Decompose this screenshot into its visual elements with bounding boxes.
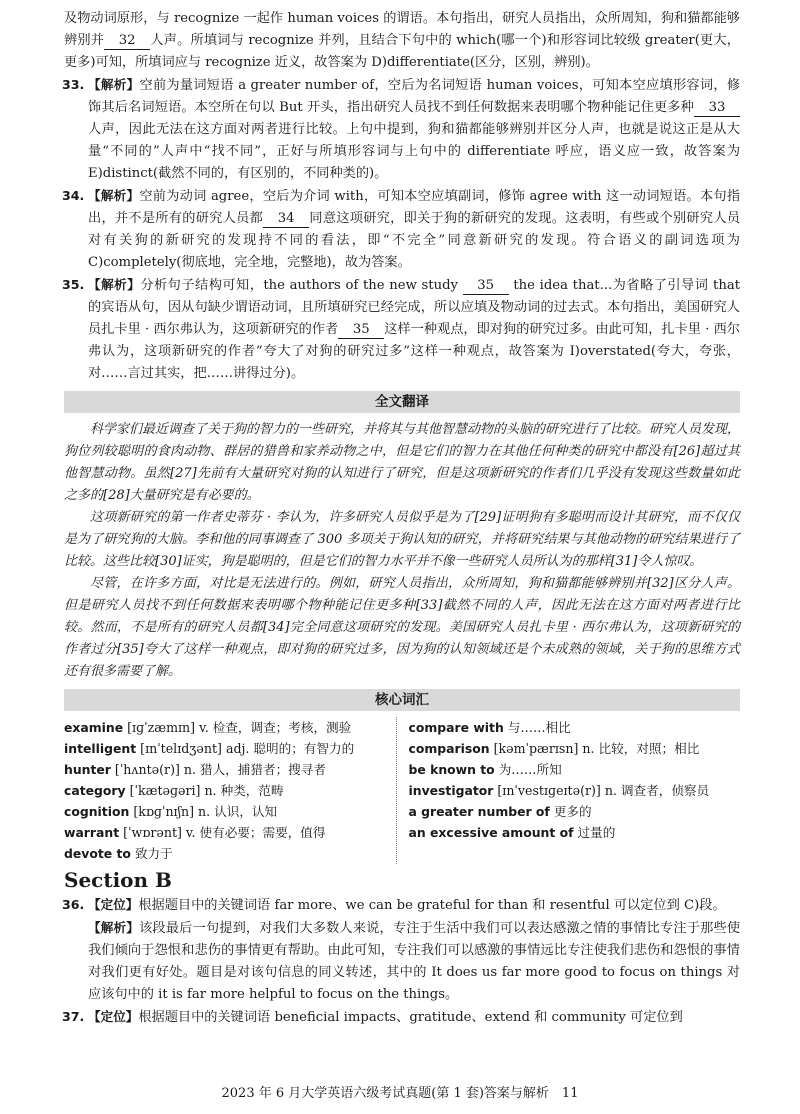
question-number: 37.: [62, 1009, 85, 1024]
answer-blank: 32: [104, 33, 150, 50]
vocab-entry: devote to 致力于: [64, 846, 173, 861]
q34-explanation: 34. 【解析】空前为动词 agree，空后为介词 with，可知本空应填副词，修饰 agree with 这一动词短语。本句指出，并不是所有的研究人员都 34 同意这项研究，即关于狗的新研究的发现。这表明，有些或个别研究人员对有关狗的新研究的发现持不同的看法，即“不完全”同意新研究的发现。符合语义的副词选项为 C)completely(彻底地，完全地，完整地)，故为答案。: [64, 185, 740, 274]
answer-blank: 34: [263, 211, 309, 228]
q32-continuation: 及物动词原形，与 recognize 一起作 human voices 的谓语。本句指出，研究人员指出，众所周知，狗和猫都能够辨别并 32 人声。所填词与 recognize 并列，且结合下句中的 which(哪一个)和形容词比较级 greater(更大，更多)可知，所填词应与 recognize 近义，故答案为 D)differentiate(区分，区别，辨别)。: [64, 11, 740, 70]
analysis-tag: 【解析】: [88, 277, 141, 292]
q37-location: 37. 【定位】根据题目中的关键词语 beneficial impacts、gratitude、extend 和 community 可定位到: [64, 1006, 740, 1029]
vocab-entry: comparison [kəmˈpærɪsn] n. 比较，对照；相比: [408, 741, 700, 756]
question-number: 33.: [62, 77, 85, 92]
location-tag: 【定位】: [88, 1009, 139, 1024]
vocab-entry: examine [ɪɡˈzæmɪn] v. 检查，调查；考核，测验: [64, 720, 352, 735]
section-title: Section B: [64, 868, 172, 892]
vocab-heading: 核心词汇: [64, 689, 740, 711]
location-tag: 【定位】: [88, 897, 139, 912]
vocab-entry: an excessive amount of 过量的: [408, 825, 616, 840]
translation-paragraph-2: 这项新研究的第一作者史蒂芬 · 李认为，许多研究人员似乎是为了[29]证明狗有多聪明而设计其研究，而不仅仅是为了研究狗的大脑。李和他的同事调查了 300 多项关于狗认知的研究，并将研究结果与其他动物的研究结果进行了比较。这些比较[30]证实，狗是聪明的，但是它们的智力水平并不像一些研究人员所认为的那样[31]令人惊叹。: [64, 510, 740, 569]
question-number: 36.: [62, 897, 85, 912]
analysis-tag: 【解析】: [88, 920, 140, 935]
translation-paragraph-1: 科学家们最近调查了关于狗的智力的一些研究，并将其与其他智慧动物的头脑的研究进行了比较。研究人员发现，狗位列较聪明的食肉动物、群居的猎兽和家养动物之中，但是它们的智力在其他任何种类的研究中都没有[26]超过其他智慧动物。虽然[27]先前有大量研究对狗的认知进行了研究，但是这项新研究的作者们几乎没有发现这些数量如此之多的[28]大量研究是有必要的。: [64, 422, 741, 503]
question-number: 34.: [62, 188, 85, 203]
answer-blank: 33: [694, 100, 740, 117]
vocab-column-right: [396, 717, 741, 864]
vocab-entry: cognition [kɒɡˈnɪʃn] n. 认识，认知: [64, 804, 278, 819]
q35-explanation: 35. 【解析】分析句子结构可知，the authors of the new study 35 the idea that...为省略了引导词 that 的宾语从句，因从句缺少谓语动词，且所填研究已经完成，所以应填及物动词的过去式。本句指出，美国研究人员扎卡里 · 西尔弗认为，这项新研究的作者 35 这样一种观点，即对狗的研究过多。由此可知，扎卡里 · 西尔弗认为，这项新研究的作者“夸大了对狗的研究过多”这样一种观点，故答案为 I)overstated(夸大，夸张，对……言过其实，把……讲得过分)。: [64, 274, 740, 385]
analysis-tag: 【解析】: [88, 188, 140, 203]
vocab-entry: be known to 为……所知: [408, 762, 562, 777]
vocab-entry: investigator [ɪnˈvestɪɡeɪtə(r)] n. 调查者，侦察员: [408, 783, 710, 798]
question-number: 35.: [62, 277, 85, 292]
translation-paragraph-3: 尽管，在许多方面，对比是无法进行的。例如，研究人员指出，众所周知，狗和猫都能够辨别并[32]区分人声。但是研究人员找不到任何数据来表明哪个物种能记住更多种[33]截然不同的人声，因此无法在这方面对两者进行比较。然而，不是所有的研究人员都[34]完全同意这项研究的发现。美国研究人员扎卡里 · 西尔弗认为，这项新研究的作者过分[35]夸大了这样一种观点，即对狗的研究过多，因为狗的认知领域还是个未成熟的领域，关于狗的思维方式还有很多需要了解。: [64, 576, 740, 679]
vocab-list: [64, 717, 740, 864]
vocab-entry: category [ˈkætəɡəri] n. 种类，范畴: [64, 783, 284, 798]
vocab-entry: a greater number of 更多的: [408, 804, 592, 819]
analysis-tag: 【解析】: [88, 77, 140, 92]
page-footer: 2023 年 6 月大学英语六级考试真题(第 1 套)答案与解析 11: [221, 1086, 579, 1101]
answer-blank: 35: [463, 278, 509, 295]
vocab-entry: intelligent [ɪnˈtelɪdʒənt] adj. 聪明的；有智力的: [64, 741, 355, 756]
q36-location: 36. 【定位】根据题目中的关键词语 far more、we can be grateful for than 和 resentful 可以定位到 C)段。: [64, 894, 740, 917]
answer-blank: 35: [338, 322, 384, 339]
q33-explanation: 33. 【解析】空前为量词短语 a greater number of，空后为名词短语 human voices，可知本空应填形容词，修饰其后名词短语。本空所在句以 But 开头，指出研究人员找不到任何数据来表明哪个物种能记住更多种 33人声，因此无法在这方面对两者进行比较。上句中提到，狗和猫都能够辨别并区分人声，也就是说这正是从大量“不同的”人声中“找不同”，正好与所填形容词与上句中的 differentiate 呼应，语义应一致，故答案为 E)distinct(截然不同的，有区别的，不同种类的)。: [64, 74, 740, 185]
vocab-entry: compare with 与……相比: [408, 720, 571, 735]
translation-heading: 全文翻译: [64, 391, 740, 413]
page-body: [64, 8, 740, 1029]
q36-explanation: 【解析】该段最后一句提到，对我们大多数人来说，专注于生活中我们可以表达感激之情的事情比专注于那些使我们倾向于怨恨和悲伤的事情更有帮助。由此可知，专注我们可以感激的事情远比专注使我们悲伤和怨恨的事情对我们更有好处。题目是对该句信息的同义转述，其中的 It does us far more good to focus on things 对应该句中的 it is far more helpful to focus on the things。: [88, 920, 741, 1002]
vocab-entry: hunter [ˈhʌntə(r)] n. 猎人，捕猎者；搜寻者: [64, 762, 326, 777]
vocab-column-left: [64, 717, 396, 864]
vocab-entry: warrant [ˈwɒrənt] v. 使有必要；需要，值得: [64, 825, 326, 840]
